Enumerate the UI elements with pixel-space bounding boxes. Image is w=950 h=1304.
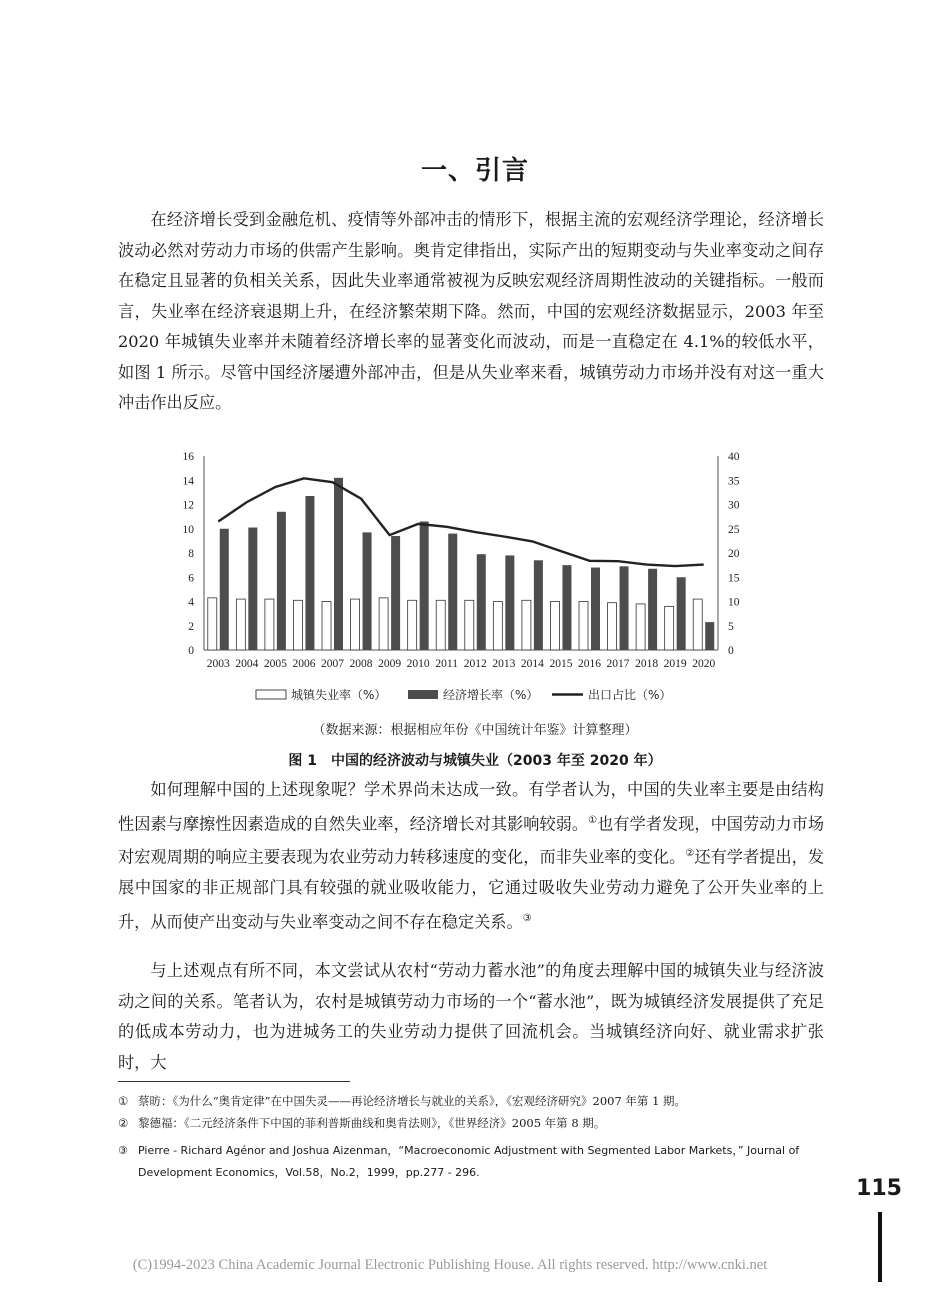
x-tick-label: 2014 bbox=[520, 658, 544, 670]
footnote-2 bbox=[118, 1112, 830, 1134]
unemployment-bar bbox=[408, 600, 417, 650]
footnote-1 bbox=[118, 1090, 830, 1112]
unemployment-bar bbox=[436, 600, 445, 650]
growth-bar bbox=[562, 565, 571, 650]
x-tick-label: 2006 bbox=[292, 658, 316, 670]
x-tick-label: 2009 bbox=[378, 658, 402, 670]
x-tick-label: 2018 bbox=[635, 658, 659, 670]
x-tick-label: 2007 bbox=[321, 658, 344, 670]
growth-bar bbox=[648, 569, 657, 650]
x-tick-label: 2017 bbox=[606, 658, 630, 670]
right-tick-label: 20 bbox=[728, 548, 740, 560]
growth-bar bbox=[420, 521, 429, 650]
growth-bar bbox=[448, 534, 457, 650]
right-tick-label: 35 bbox=[728, 475, 740, 488]
legend-label-export: 出口占比（%） bbox=[588, 688, 672, 702]
unemployment-bar bbox=[465, 600, 474, 650]
x-tick-label: 2020 bbox=[692, 658, 716, 670]
x-tick-label: 2004 bbox=[235, 658, 259, 670]
unemployment-bar bbox=[522, 600, 531, 650]
section-heading: 一、引言 bbox=[420, 156, 529, 186]
x-tick-label: 2012 bbox=[463, 658, 487, 670]
x-tick-label: 2019 bbox=[663, 658, 687, 670]
figure-caption: 图 1 中国的经济波动与城镇失业（2003 年至 2020 年） bbox=[288, 753, 662, 769]
x-tick-label: 2011 bbox=[435, 658, 459, 670]
x-tick-label: 2010 bbox=[406, 658, 430, 670]
legend-label-growth: 经济增长率（%） bbox=[443, 688, 539, 702]
footnote-ref-3[interactable]: ③ bbox=[522, 912, 532, 924]
unemployment-bar bbox=[236, 599, 245, 650]
x-tick-label: 2013 bbox=[492, 658, 516, 670]
unemployment-bar bbox=[665, 606, 674, 650]
right-tick-label: 10 bbox=[728, 596, 740, 609]
intro-paragraph-3: 与上述观点有所不同，本文尝试从农村“劳动力蓄水池”的角度去理解中国的城镇失业与经济波动之间的关系。笔者认为，农村是城镇劳动力市场的一个“蓄水池”，既为城镇经济发展提供了充足的低成本劳动力，也为进城务工的失业劳动力提供了回流机会。当城镇经济向好、就业需求扩张时，大 bbox=[118, 961, 824, 1072]
right-tick-label: 0 bbox=[728, 645, 734, 657]
unemployment-bar bbox=[579, 602, 588, 651]
growth-bar bbox=[277, 512, 286, 650]
left-tick-label: 16 bbox=[182, 451, 194, 463]
growth-bar bbox=[477, 554, 486, 650]
right-tick-label: 15 bbox=[728, 572, 740, 585]
unemployment-bar bbox=[351, 599, 360, 650]
x-tick-label: 2016 bbox=[578, 658, 601, 670]
x-tick-label: 2005 bbox=[263, 658, 287, 670]
unemployment-bar bbox=[293, 600, 302, 650]
left-tick-label: 14 bbox=[182, 475, 194, 488]
unemployment-bar bbox=[379, 598, 388, 650]
left-tick-label: 2 bbox=[188, 620, 194, 633]
legend-swatch-growth bbox=[408, 690, 438, 699]
paragraph2-part-c: 还有学者提出，发展中国家的非正规部门具有较强的就业吸收能力，它通过吸收失业劳动力避免了公开失业率的上升，从而使产出变动与失业率变动之间不存在稳定关系。 bbox=[118, 847, 825, 932]
unemployment-bar bbox=[208, 598, 217, 650]
footnote-1-mark: ① bbox=[118, 1094, 129, 1108]
growth-bar bbox=[248, 528, 257, 650]
right-tick-label: 30 bbox=[728, 499, 740, 512]
right-tick-label: 5 bbox=[728, 620, 734, 633]
unemployment-bar bbox=[693, 599, 702, 650]
footnote-3-mark: ③ bbox=[118, 1144, 128, 1157]
growth-bar bbox=[220, 529, 229, 650]
legend-label-unemployment: 城镇失业率（%） bbox=[291, 688, 387, 702]
growth-bar bbox=[677, 577, 686, 650]
unemployment-bar bbox=[322, 602, 331, 651]
right-tick-label: 40 bbox=[728, 451, 740, 463]
figure-1-chart bbox=[160, 448, 790, 713]
growth-bar bbox=[305, 496, 314, 650]
paragraph2-part-b: 也有学者发现，中国劳动力市场对宏观周期的响应主要表现为农业劳动力转移速度的变化，而非失业率的变化。 bbox=[118, 813, 825, 867]
unemployment-bar bbox=[493, 602, 502, 651]
left-tick-label: 4 bbox=[188, 596, 194, 609]
growth-bar bbox=[391, 536, 400, 650]
page-number: 115 bbox=[856, 1176, 902, 1201]
footnote-1-text: 蔡昉：《为什么“奥肯定律”在中国失灵——再论经济增长与就业的关系》，《宏观经济研究》2007 年第 1 期。 bbox=[138, 1094, 687, 1108]
growth-bar bbox=[505, 555, 514, 650]
unemployment-bar bbox=[265, 599, 274, 650]
paragraph2-part-a: 如何理解中国的上述现象呢？学术界尚未达成一致。有学者认为，中国的失业率主要是由结构性因素与摩擦性因素造成的自然失业率，经济增长对其影响较弱。 bbox=[118, 780, 824, 833]
footnote-2-text: 黎德福：《二元经济条件下中国的菲利普斯曲线和奥肯法则》，《世界经济》2005 年第 8 期。 bbox=[138, 1116, 606, 1130]
intro-paragraph-2 bbox=[118, 775, 824, 938]
growth-bar bbox=[620, 566, 629, 650]
footnote-ref-2[interactable]: ② bbox=[685, 848, 695, 860]
growth-bar bbox=[591, 568, 600, 650]
growth-bar bbox=[363, 532, 372, 650]
left-tick-label: 0 bbox=[188, 645, 194, 657]
export-share-line bbox=[218, 478, 703, 566]
footnote-3 bbox=[118, 1140, 830, 1184]
figure-source-note: （数据来源：根据相应年份《中国统计年鉴》计算整理） bbox=[312, 723, 638, 738]
x-tick-label: 2003 bbox=[206, 658, 230, 670]
x-tick-label: 2015 bbox=[549, 658, 573, 670]
growth-bar bbox=[705, 622, 714, 650]
unemployment-bar bbox=[636, 604, 645, 650]
growth-bar bbox=[534, 560, 543, 650]
growth-bar bbox=[334, 478, 343, 650]
left-tick-label: 12 bbox=[182, 499, 194, 512]
footnote-3-text-cont: Development Economics，Vol.58，No.2，1999，pp.277 - 296. bbox=[138, 1166, 480, 1179]
intro-paragraph-1: 在经济增长受到金融危机、疫情等外部冲击的情形下，根据主流的宏观经济学理论，经济增长波动必然对劳动力市场的供需产生影响。奥肯定律指出，实际产出的短期变动与失业率变动之间存在稳定且显著的负相关关系，因此失业率通常被视为反映宏观经济周期性波动的关键指标。一般而言，失业率在经济衰退期上升，在经济繁荣期下降。然而，中国的宏观经济数据显示，2003 年至 2020 年城镇失业率并未随着经济增长率的显著变化而波动，而是一直稳定在 4.1%的较低水平，如图 1 所示。尽管中国经济屡遭外部冲击，但是从失业率来看，城镇劳动力市场并没有对这一重大冲击作出反应。 bbox=[118, 210, 824, 412]
left-tick-label: 6 bbox=[188, 572, 194, 585]
x-tick-label: 2008 bbox=[349, 658, 373, 670]
unemployment-bar bbox=[550, 602, 559, 651]
copyright-notice: (C)1994-2023 China Academic Journal Electronic Publishing House. All rights reserved. http://www.cnki.net bbox=[132, 1257, 768, 1273]
left-tick-label: 8 bbox=[188, 548, 194, 560]
footnote-ref-1[interactable]: ① bbox=[588, 814, 598, 826]
right-tick-label: 25 bbox=[728, 523, 740, 536]
footnote-2-mark: ② bbox=[118, 1116, 129, 1130]
footnote-divider bbox=[118, 1081, 350, 1082]
legend-swatch-unemployment bbox=[256, 690, 286, 699]
left-tick-label: 10 bbox=[182, 523, 194, 536]
footnote-3-text: Pierre - Richard Agénor and Joshua Aizenman，“Macroeconomic Adjustment with Segmented Labor Markets，” Journal of bbox=[138, 1144, 800, 1157]
unemployment-bar bbox=[608, 603, 617, 650]
